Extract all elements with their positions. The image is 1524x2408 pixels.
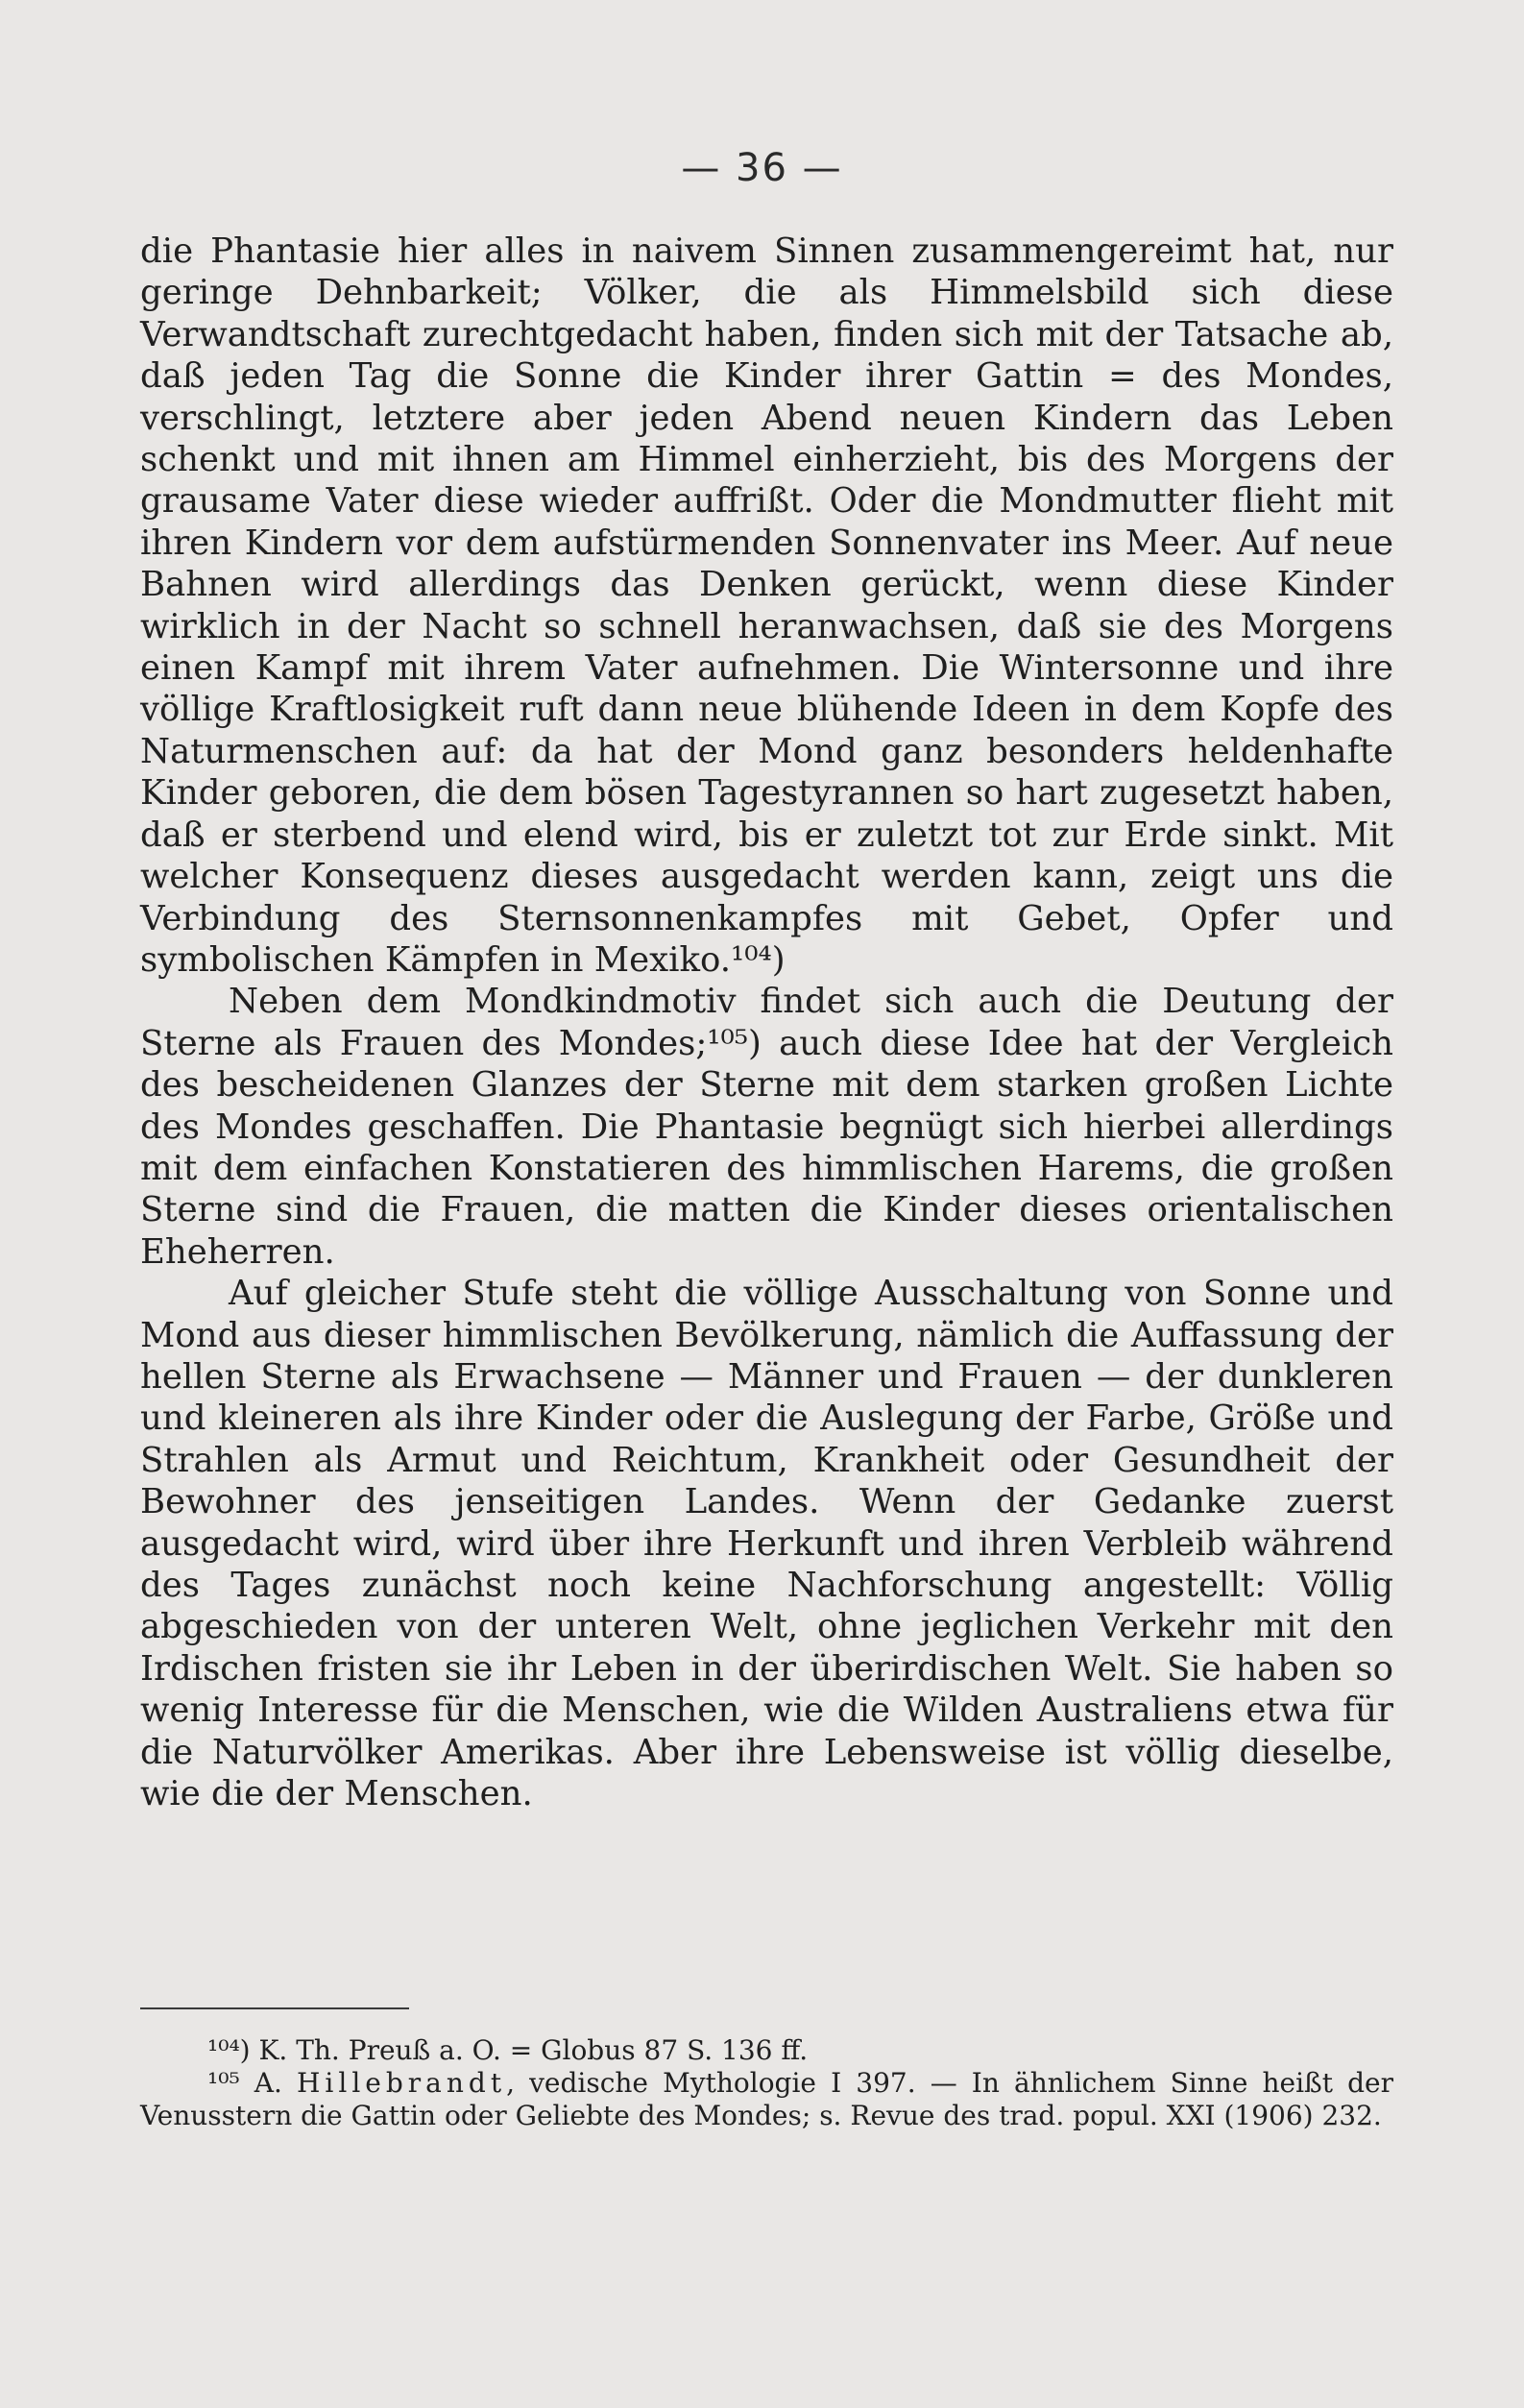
- footnote-104: ¹⁰⁴) K. Th. Preuß a. O. = Globus 87 S. 136 ff.: [207, 2034, 809, 2066]
- paragraph-3: Auf gleicher Stufe steht die völlige Ausschaltung von Sonne und Mond aus dieser himmlischen Bevölkerung, nämlich die Auffassung der hellen Sterne als Erwachsene — Männer und Frauen — der dunkleren und kleineren als ihre Kinder oder die Auslegung der Farbe, Größe und Strahlen als Armut und Reichtum, Krankheit oder Gesundheit der Bewohner des jenseitigen Landes. Wenn der Gedanke zuerst ausgedacht wird, wird über ihre Herkunft und ihren Verbleib während des Tages zunächst noch keine Nachforschung angestellt: Völlig abgeschieden von der unteren Welt, ohne jeglichen Verkehr mit den Irdischen fristen sie ihr Leben in der überirdischen Welt. Sie haben so wenig Interesse für die Menschen, wie die Wilden Australiens etwa für die Naturvölker Amerikas. Aber ihre Lebensweise ist völlig dieselbe, wie die der Menschen.: [140, 1274, 1393, 1814]
- footnote-105-text: , vedische Mythologie I 397. — In ähnlichem Sinne heißt der Venusstern die Gattin oder Geliebte des Mondes; s. Revue des trad. popul. XXI (1906) 232.: [140, 2067, 1393, 2131]
- footnotes: [140, 2034, 1393, 2132]
- footnote-105-author: Hillebrandt: [297, 2067, 507, 2099]
- footnote-105-mark: ¹⁰⁵ A.: [207, 2067, 297, 2099]
- page-number: — 36 —: [681, 146, 843, 190]
- paragraph-2: Neben dem Mondkindmotiv findet sich auch die Deutung der Sterne als Frauen des Mondes;¹⁰⁵) auch diese Idee hat der Vergleich des bescheidenen Glanzes der Sterne mit dem starken großen Lichte des Mondes geschaffen. Die Phantasie begnügt sich hierbei allerdings mit dem einfachen Konstatieren des himmlischen Harems, die großen Sterne sind die Frauen, die matten die Kinder dieses orientalischen Eheherren.: [140, 982, 1393, 1272]
- paragraph-1: die Phantasie hier alles in naivem Sinnen zusammengereimt hat, nur geringe Dehnbarkeit; Völker, die als Himmelsbild sich diese Verwandtschaft zurechtgedacht haben, finden sich mit der Tatsache ab, daß jeden Tag die Sonne die Kinder ihrer Gattin = des Mondes, verschlingt, letztere aber jeden Abend neuen Kindern das Leben schenkt und mit ihnen am Himmel einherzieht, bis des Morgens der grausame Vater diese wieder auffrißt. Oder die Mondmutter flieht mit ihren Kindern vor dem aufstürmenden Sonnenvater ins Meer. Auf neue Bahnen wird allerdings das Denken gerückt, wenn diese Kinder wirklich in der Nacht so schnell heranwachsen, daß sie des Morgens einen Kampf mit ihrem Vater aufnehmen. Die Wintersonne und ihre völlige Kraftlosigkeit ruft dann neue blühende Ideen in dem Kopfe des Naturmenschen auf: da hat der Mond ganz besonders heldenhafte Kinder geboren, die dem bösen Tagestyrannen so hart zugesetzt haben, daß er sterbend und elend wird, bis er zuletzt tot zur Erde sinkt. Mit welcher Konsequenz dieses ausgedacht werden kann, zeigt uns die Verbindung des Sternsonnenkampfes mit Gebet, Opfer und symbolischen Kämpfen in Mexiko.¹⁰⁴): [140, 231, 1393, 980]
- body-text: [140, 231, 1393, 1814]
- footnote-divider: [140, 2007, 409, 2009]
- footnote-105: [140, 2067, 1393, 2132]
